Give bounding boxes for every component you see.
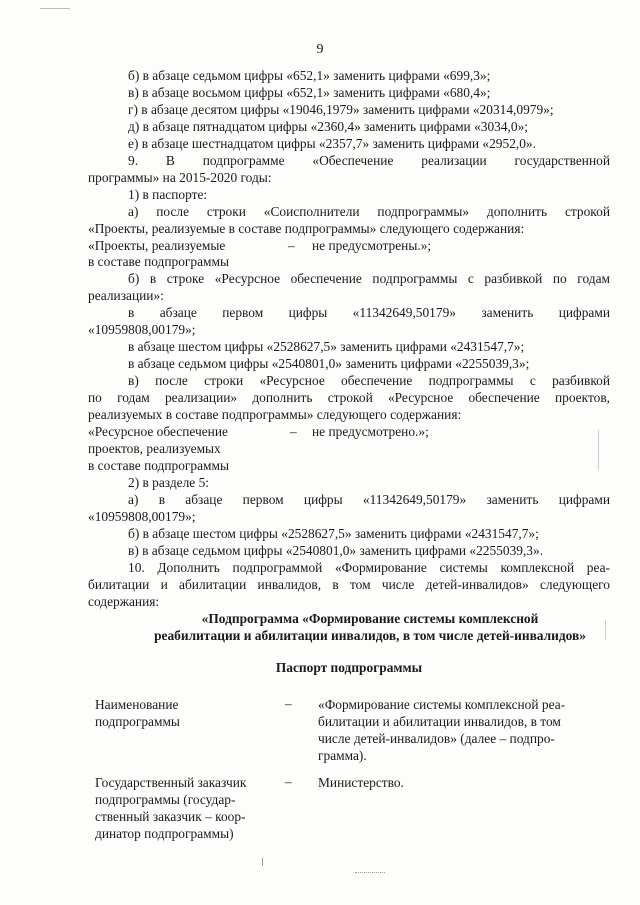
scan-mark [605,620,606,640]
text-line: реализуемых в составе подпрограммы» следующего содержания: [88,407,462,422]
text-line: в) в абзаце седьмом цифры «2540801,0» заменить цифрами «2255039,3». [128,543,544,558]
text-line: «Проекты, реализуемые [88,238,226,253]
text-line: в) после строки «Ресурсное обеспечение подпрограммы с разбивкой [128,373,610,388]
text-line: д) в абзаце пятнадцатом цифры «2360,4» заменить цифрами «3034,0»; [128,119,529,134]
table-label-name: Наименование подпрограммы [95,697,180,729]
text-line: «10959808,00179»; [88,509,196,524]
text-line: е) в абзаце шестнадцатом цифры «2357,7» заменить цифрами «2952,0». [128,136,536,151]
text-line: не предусмотрено.»; [312,424,429,439]
text-line: 10. Дополнить подпрограммой «Формирование системы комплексной реа- [128,560,610,575]
text-line: «10959808,00179»; [88,322,196,337]
text-line: б) в абзаце седьмом цифры «652,1» заменить цифрами «699,3»; [128,68,491,83]
text-line: в абзаце первом цифры «11342649,50179» заменить цифрами [128,305,610,320]
table-dash: – [285,696,292,711]
text-line: 1) в паспорте: [128,187,208,202]
text-line: по годам реализации» дополнить строкой «Ресурсное обеспечение проектов, [88,390,610,405]
dash: – [290,424,297,439]
table-dash: – [285,774,292,789]
text-line: г) в абзаце десятом цифры «19046,1979» заменить цифрами «20314,0979»; [128,102,554,117]
text-line: «Ресурсное обеспечение [88,424,228,439]
text-line: в абзаце седьмом цифры «2540801,0» заменить цифрами «2255039,3»; [128,356,530,371]
text-line: билитации и абилитации инвалидов, в том числе детей-инвалидов» следующего [88,577,610,592]
page-number: 9 [316,42,324,57]
text-line: не предусмотрены.»; [312,238,432,253]
text-line: «Проекты, реализуемые в составе подпрограммы» следующего содержания: [88,221,525,236]
text-line: 9. В подпрограмме «Обеспечение реализации государственной [128,153,610,168]
table-label-customer: Государственный заказчик подпрограммы (государ- ственный заказчик – коор- динатор подпрограммы) [95,775,247,841]
table-value-name: «Формирование системы комплексной реа- билитации и абилитации инвалидов, в том числе детей-инвалидов» (далее – подпро- грамма). [318,697,566,763]
subprogram-heading: «Подпрограмма «Формирование системы комплексной [201,611,539,626]
table-value-customer: Министерство. [318,775,404,790]
scan-mark [40,8,70,9]
text-line: в составе подпрограммы [88,458,230,473]
text-line: 2) в разделе 5: [128,475,210,490]
text-line: в абзаце шестом цифры «2528627,5» заменить цифрами «2431547,7»; [128,339,525,354]
scan-mark [355,872,385,873]
scan-mark [598,430,599,470]
text-line: а) в абзаце первом цифры «11342649,50179» заменить цифрами [128,492,610,507]
text-line: б) в строке «Ресурсное обеспечение подпрограммы с разбивкой по годам [128,271,610,286]
text-line: а) после строки «Соисполнители подпрограммы» дополнить строкой [128,204,610,219]
text-line: в) в абзаце восьмом цифры «652,1» заменить цифрами «680,4»; [128,85,491,100]
text-line: содержания: [88,594,160,609]
text-line: б) в абзаце шестом цифры «2528627,5» заменить цифрами «2431547,7»; [128,526,539,541]
text-line: программы» на 2015-2020 годы: [88,170,272,185]
text-line: реализации»: [88,288,164,303]
scan-mark [262,858,263,866]
text-line: в составе подпрограммы [88,254,230,269]
text-line: проектов, реализуемых [88,441,221,456]
dash: – [288,238,295,253]
subprogram-heading: реабилитации и абилитации инвалидов, в том числе детей-инвалидов» [154,628,586,643]
passport-title: Паспорт подпрограммы [275,660,423,675]
